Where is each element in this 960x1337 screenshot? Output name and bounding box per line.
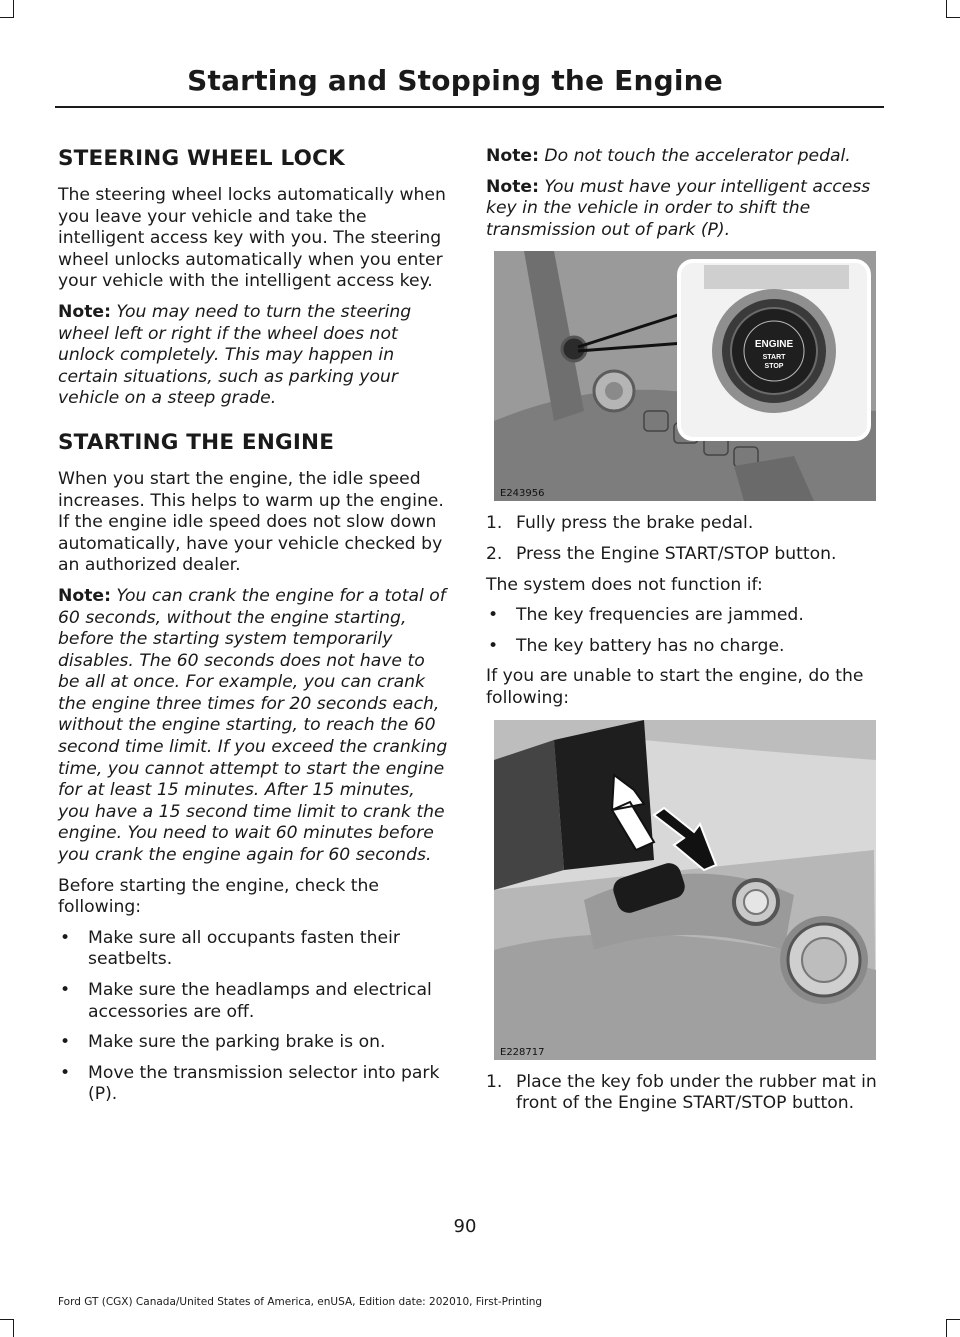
list-item: • Move the transmission selector into park (P).: [58, 1063, 448, 1106]
note-steering: [58, 302, 448, 410]
note-label: Note:: [486, 146, 539, 166]
heading-starting-engine: STARTING THE ENGINE: [58, 429, 335, 455]
paragraph-starting: When you start the engine, the idle speed increases. This helps to warm up the engine. If the engine idle speed does not slow down automatically, have your vehicle checked by an authorized dealer.: [58, 468, 444, 576]
note-intelligent-key: [486, 177, 884, 242]
figure-code: E243956: [500, 488, 545, 500]
step-number: 1.: [486, 1071, 503, 1092]
crop-mark: [946, 17, 960, 18]
crop-mark: [946, 1319, 960, 1320]
note-label: Note:: [58, 301, 111, 322]
list-item: • The key battery has no charge.: [486, 636, 884, 658]
heading-steering-wheel-lock: STEERING WHEEL LOCK: [58, 146, 345, 171]
left-column: [58, 146, 448, 1115]
list-item: [486, 513, 884, 535]
checklist: [58, 928, 448, 1106]
list-item: [486, 1072, 884, 1115]
step-number: 2.: [486, 543, 503, 564]
figure-start-stop-button: [494, 251, 876, 501]
button-label-start: START: [762, 354, 786, 362]
crop-mark: [946, 0, 947, 18]
crop-mark: [0, 17, 14, 18]
button-label-engine: ENGINE: [754, 339, 794, 351]
crop-mark: [13, 1319, 14, 1337]
list-item: [486, 544, 884, 566]
crop-mark: [13, 0, 14, 18]
paragraph-check: Before starting the engine, check the following:: [58, 875, 379, 918]
page-title: Starting and Stopping the Engine: [187, 64, 723, 97]
header-divider: [55, 106, 884, 108]
failure-conditions: [486, 605, 884, 657]
step-text: Press the Engine START/STOP button.: [516, 543, 837, 564]
note-text: You must have your intelligent access key in the vehicle in order to shift the transmission out of park (P).: [486, 176, 871, 240]
step-number: 1.: [486, 513, 503, 534]
note-text: Do not touch the accelerator pedal.: [544, 146, 851, 166]
note-label: Note:: [486, 176, 539, 197]
note-label: Note:: [58, 585, 111, 606]
note-text: You can crank the engine for a total of 60 seconds, without the engine starting, before the starting system temporarily disables. The 60 seconds does not have to be all at once. For example, you can crank the engine three times for 20 seconds each, without the engine starting, to reach the 60 second time limit. If you exceed the cranking time, you cannot attempt to start the engine for at least 15 minutes. After 15 minutes, you have a 15 second time limit to crank the engine. You need to wait 60 minutes before you crank the engine again for 60 seconds.: [58, 585, 448, 866]
page-number: 90: [453, 1216, 477, 1237]
edition-footer: Ford GT (CGX) Canada/United States of America, enUSA, Edition date: 202010, First-Printing: [58, 1296, 543, 1308]
list-item: • Make sure all occupants fasten their seatbelts.: [58, 928, 448, 971]
note-text: You may need to turn the steering wheel left or right if the wheel does not unlock completely. This may happen in certain situations, such as parking your vehicle on a steep grade.: [58, 301, 412, 409]
steps-key-fob: [486, 1072, 884, 1115]
key-fob-illustration: [494, 720, 876, 1060]
figure-key-fob-placement: [494, 720, 876, 1060]
crop-mark: [946, 1319, 947, 1337]
paragraph-steering-lock: The steering wheel locks automatically when you leave your vehicle and take the intelligent access key with you. The steering wheel unlocks automatically when you enter your vehicle with the intelligent access key.: [58, 185, 446, 292]
figure-code: E228717: [500, 1046, 545, 1058]
button-label-stop: STOP: [764, 363, 784, 371]
list-item: • Make sure the headlamps and electrical accessories are off.: [58, 980, 448, 1023]
crop-mark: [0, 1319, 14, 1320]
list-item: • The key frequencies are jammed.: [486, 605, 884, 627]
note-cranking: [58, 586, 448, 867]
list-item: • Make sure the parking brake is on.: [58, 1032, 448, 1054]
steps-start: [486, 513, 884, 565]
step-text: Place the key fob under the rubber mat in front of the Engine START/STOP button.: [516, 1071, 877, 1114]
right-column: [486, 146, 884, 1124]
paragraph-unable: If you are unable to start the engine, do the following:: [486, 666, 864, 708]
console-illustration: [494, 251, 876, 501]
note-accelerator: [486, 146, 884, 168]
step-text: Fully press the brake pedal.: [516, 513, 754, 534]
paragraph-not-function: The system does not function if:: [486, 574, 763, 595]
